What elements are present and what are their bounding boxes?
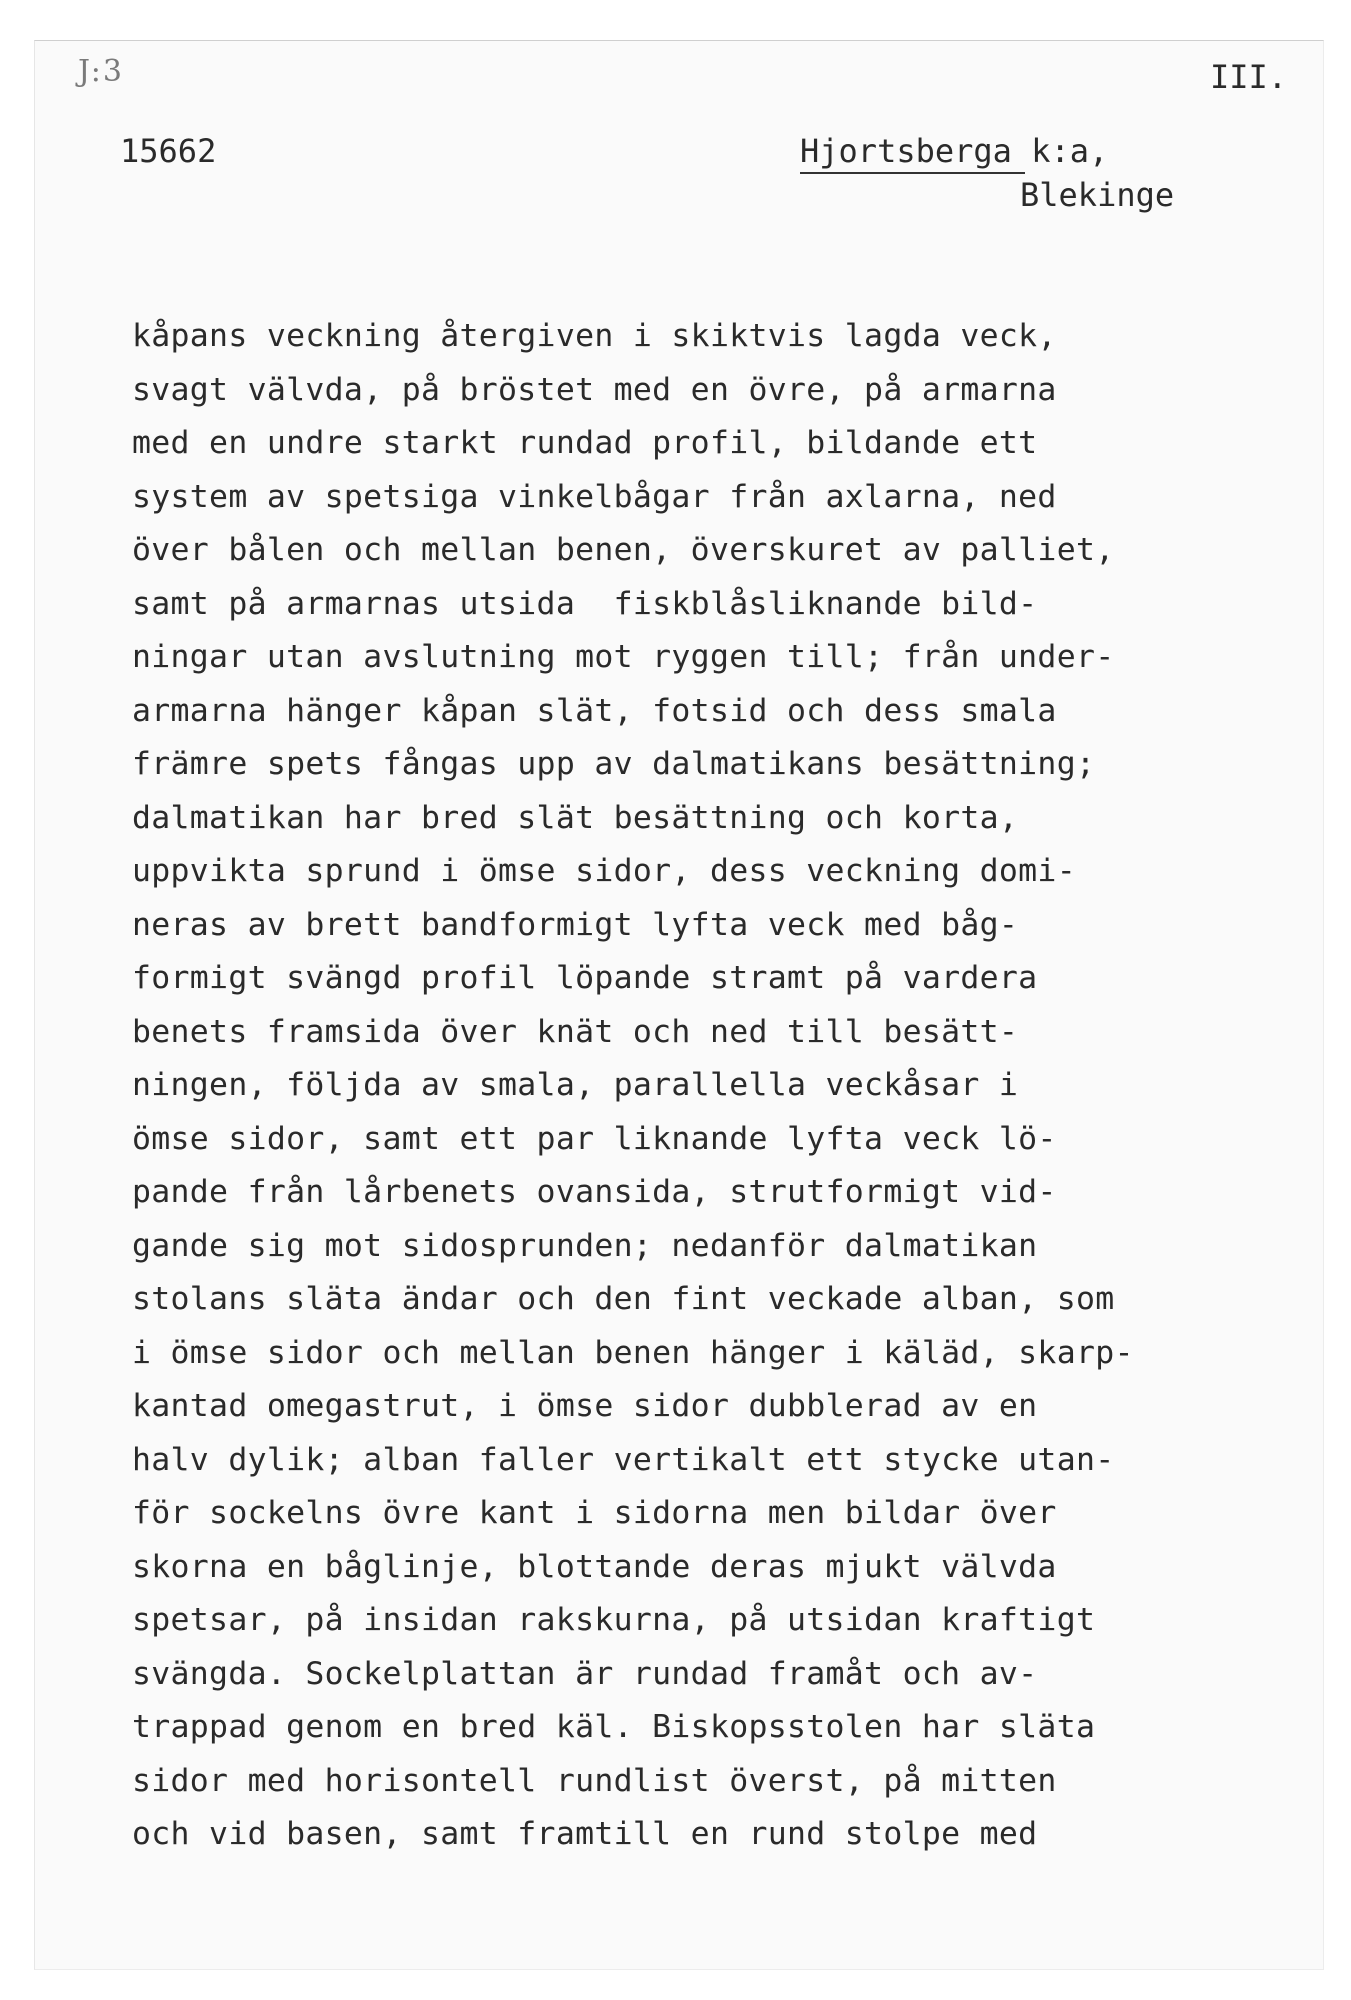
location-province: Blekinge bbox=[1020, 176, 1175, 214]
text-line: spetsar, på insidan rakskurna, på utsidan kraftigt bbox=[132, 1602, 1096, 1638]
text-line: kantad omegastrut, i ömse sidor dubblerad av en bbox=[132, 1388, 1038, 1424]
page-number: III. bbox=[1210, 58, 1288, 96]
text-line: för sockelns övre kant i sidorna men bildar över bbox=[132, 1495, 1057, 1531]
text-line: dalmatikan har bred slät besättning och korta, bbox=[132, 799, 1019, 836]
text-line: benets framsida över knät och ned till besätt- bbox=[132, 1013, 1019, 1050]
text-line: svagt välvda, på bröstet med en övre, på armarna bbox=[132, 371, 1057, 408]
location-heading bbox=[800, 130, 1174, 216]
text-line: ningar utan avslutning mot ryggen till; från under- bbox=[132, 639, 1115, 675]
text-line: gande sig mot sidosprunden; nedanför dalmatikan bbox=[132, 1227, 1038, 1264]
text-line: armarna hänger kåpan slät, fotsid och dess smala bbox=[132, 692, 1057, 729]
location-church: Hjortsberga k:a, bbox=[800, 130, 1025, 174]
text-line: över bålen och mellan benen, överskuret av palliet, bbox=[132, 532, 1115, 568]
text-line: formigt svängd profil löpande stramt på vardera bbox=[132, 960, 1038, 996]
text-line: stolans släta ändar och den fint veckade alban, som bbox=[132, 1281, 1115, 1317]
text-line: med en undre starkt rundad profil, bildande ett bbox=[132, 425, 1038, 461]
text-line: sidor med horisontell rundlist överst, på mitten bbox=[132, 1762, 1057, 1799]
text-line: främre spets fångas upp av dalmatikans besättning; bbox=[132, 746, 1096, 782]
text-line: trappad genom en bred käl. Biskopsstolen har släta bbox=[132, 1709, 1096, 1745]
document-number: 15662 bbox=[120, 132, 217, 170]
text-line: kåpans veckning återgiven i skiktvis lagda veck, bbox=[132, 318, 1057, 354]
text-line: uppvikta sprund i ömse sidor, dess veckning domi- bbox=[132, 853, 1076, 889]
text-line: system av spetsiga vinkelbågar från axlarna, ned bbox=[132, 478, 1057, 515]
text-line: pande från lårbenets ovansida, strutformigt vid- bbox=[132, 1174, 1057, 1210]
text-line: skorna en båglinje, blottande deras mjukt välvda bbox=[132, 1548, 1057, 1585]
text-line: ömse sidor, samt ett par liknande lyfta veck lö- bbox=[132, 1120, 1057, 1157]
handwritten-mark: J:3 bbox=[78, 54, 125, 89]
text-line: svängda. Sockelplattan är rundad framåt och av- bbox=[132, 1655, 1038, 1692]
text-line: i ömse sidor och mellan benen hänger i käläd, skarp- bbox=[132, 1334, 1134, 1371]
text-line: samt på armarnas utsida fiskblåsliknande bild- bbox=[132, 585, 1038, 622]
text-line: och vid basen, samt framtill en rund stolpe med bbox=[132, 1816, 1038, 1852]
text-line: neras av brett bandformigt lyfta veck med båg- bbox=[132, 906, 1019, 943]
text-line: ningen, följda av smala, parallella veckåsar i bbox=[132, 1067, 1019, 1103]
body-text bbox=[132, 310, 1134, 1862]
text-line: halv dylik; alban faller vertikalt ett stycke utan- bbox=[132, 1441, 1115, 1478]
